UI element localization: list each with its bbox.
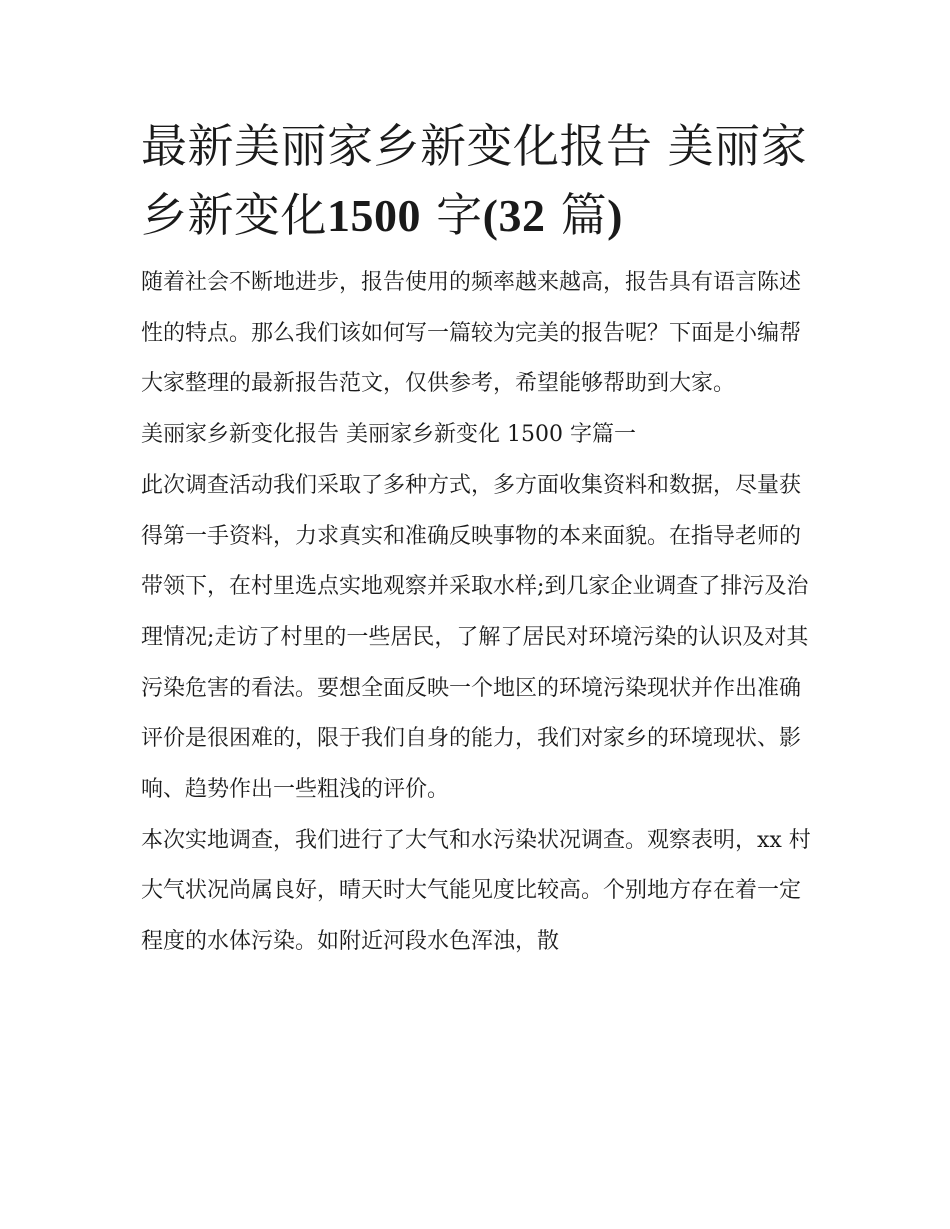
title-number-2: (32: [482, 190, 546, 241]
title-text-2: 字: [421, 188, 483, 242]
title-text-1: 最新美丽家乡新变化报告 美丽家乡新变化: [141, 119, 808, 242]
section-heading: 美丽家乡新变化报告 美丽家乡新变化 1500 字篇一: [141, 422, 636, 448]
title-number-1: 1500: [327, 190, 421, 241]
document-title: [141, 112, 813, 250]
title-number-3: ): [607, 190, 623, 241]
document-body: [141, 258, 813, 968]
body-paragraph: 本次实地调查，我们进行了大气和水污染状况调查。观察表明，xx 村大气状况尚属良好，晴天时大气能见度比较高。个别地方存在着一定程度的水体污染。如附近河段水色浑浊，散: [141, 827, 811, 955]
body-paragraph: 此次调查活动我们采取了多种方式，多方面收集资料和数据，尽量获得第一手资料，力求真实和准确反映事物的本来面貌。在指导老师的带领下，在村里选点实地观察并采取水样;到几家企业调查了排污及治理情况;走访了村里的一些居民，了解了居民对环境污染的认识及对其污染危害的看法。要想全面反映一个地区的环境污染现状并作出准确评价是很困难的，限于我们自身的能力，我们对家乡的环境现状、影响、趋势作出一些粗浅的评价。: [141, 472, 809, 803]
document-page: [141, 112, 813, 968]
intro-paragraph: 随着社会不断地进步，报告使用的频率越来越高，报告具有语言陈述性的特点。那么我们该如何写一篇较为完美的报告呢？下面是小编帮大家整理的最新报告范文，仅供参考，希望能够帮助到大家。: [141, 270, 802, 397]
title-text-3: 篇: [545, 188, 608, 242]
